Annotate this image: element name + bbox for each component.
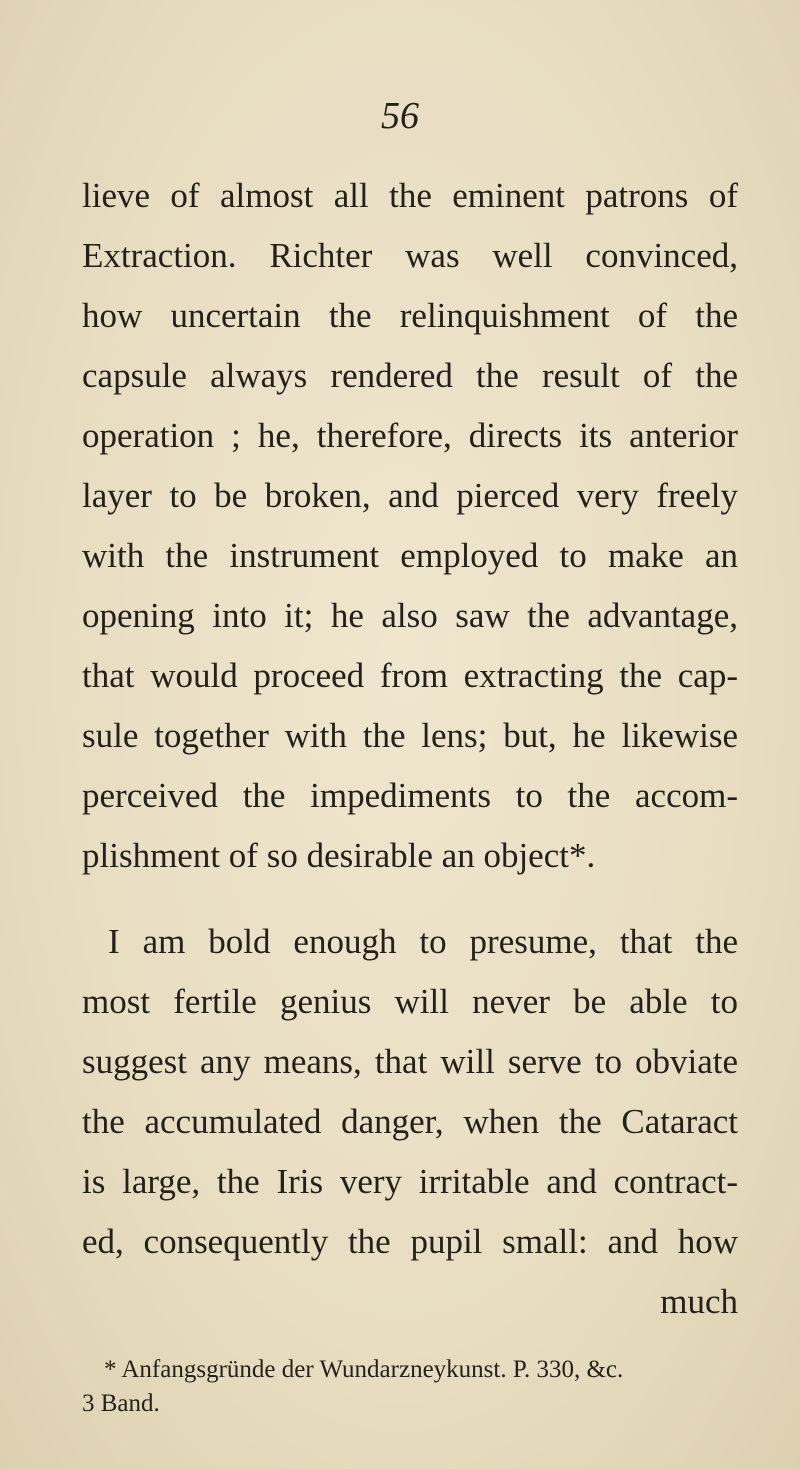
text-line: capsule always rendered the result of the [82,356,738,395]
text-line: with the instrument employed to make an [82,536,738,575]
text-line: suggest any means, that will serve to obviate [82,1042,738,1081]
text-line: perceived the impediments to the accom- [82,776,738,815]
page-number: 56 [381,95,419,137]
text-line: is large, the Iris very irritable and contract- [82,1162,738,1201]
text-line: ed, consequently the pupil small: and how [82,1222,738,1261]
text-line: operation ; he, therefore, directs its anterior [82,416,738,455]
text-line: that would proceed from extracting the cap- [82,656,738,695]
text-line: the accumulated danger, when the Cataract [82,1102,738,1141]
text-line: most fertile genius will never be able to [82,982,738,1021]
text-line: plishment of so desirable an object*. [82,836,596,875]
text-line: sule together with the lens; but, he likewise [82,716,738,755]
footnote-line: * Anfangsgründe der Wundarzneykunst. P. 330, &c. [104,1356,624,1383]
text-line: opening into it; he also saw the advantage, [82,596,738,635]
text-line: lieve of almost all the eminent patrons of [82,176,738,215]
text-line: Extraction. Richter was well convinced, [82,236,738,275]
text-line: how uncertain the relinquishment of the [82,296,738,335]
footnote-line: 3 Band. [82,1390,160,1417]
catchword: much [660,1282,738,1321]
text-line: layer to be broken, and pierced very freely [82,476,738,515]
text-line: I am bold enough to presume, that the [108,922,738,961]
